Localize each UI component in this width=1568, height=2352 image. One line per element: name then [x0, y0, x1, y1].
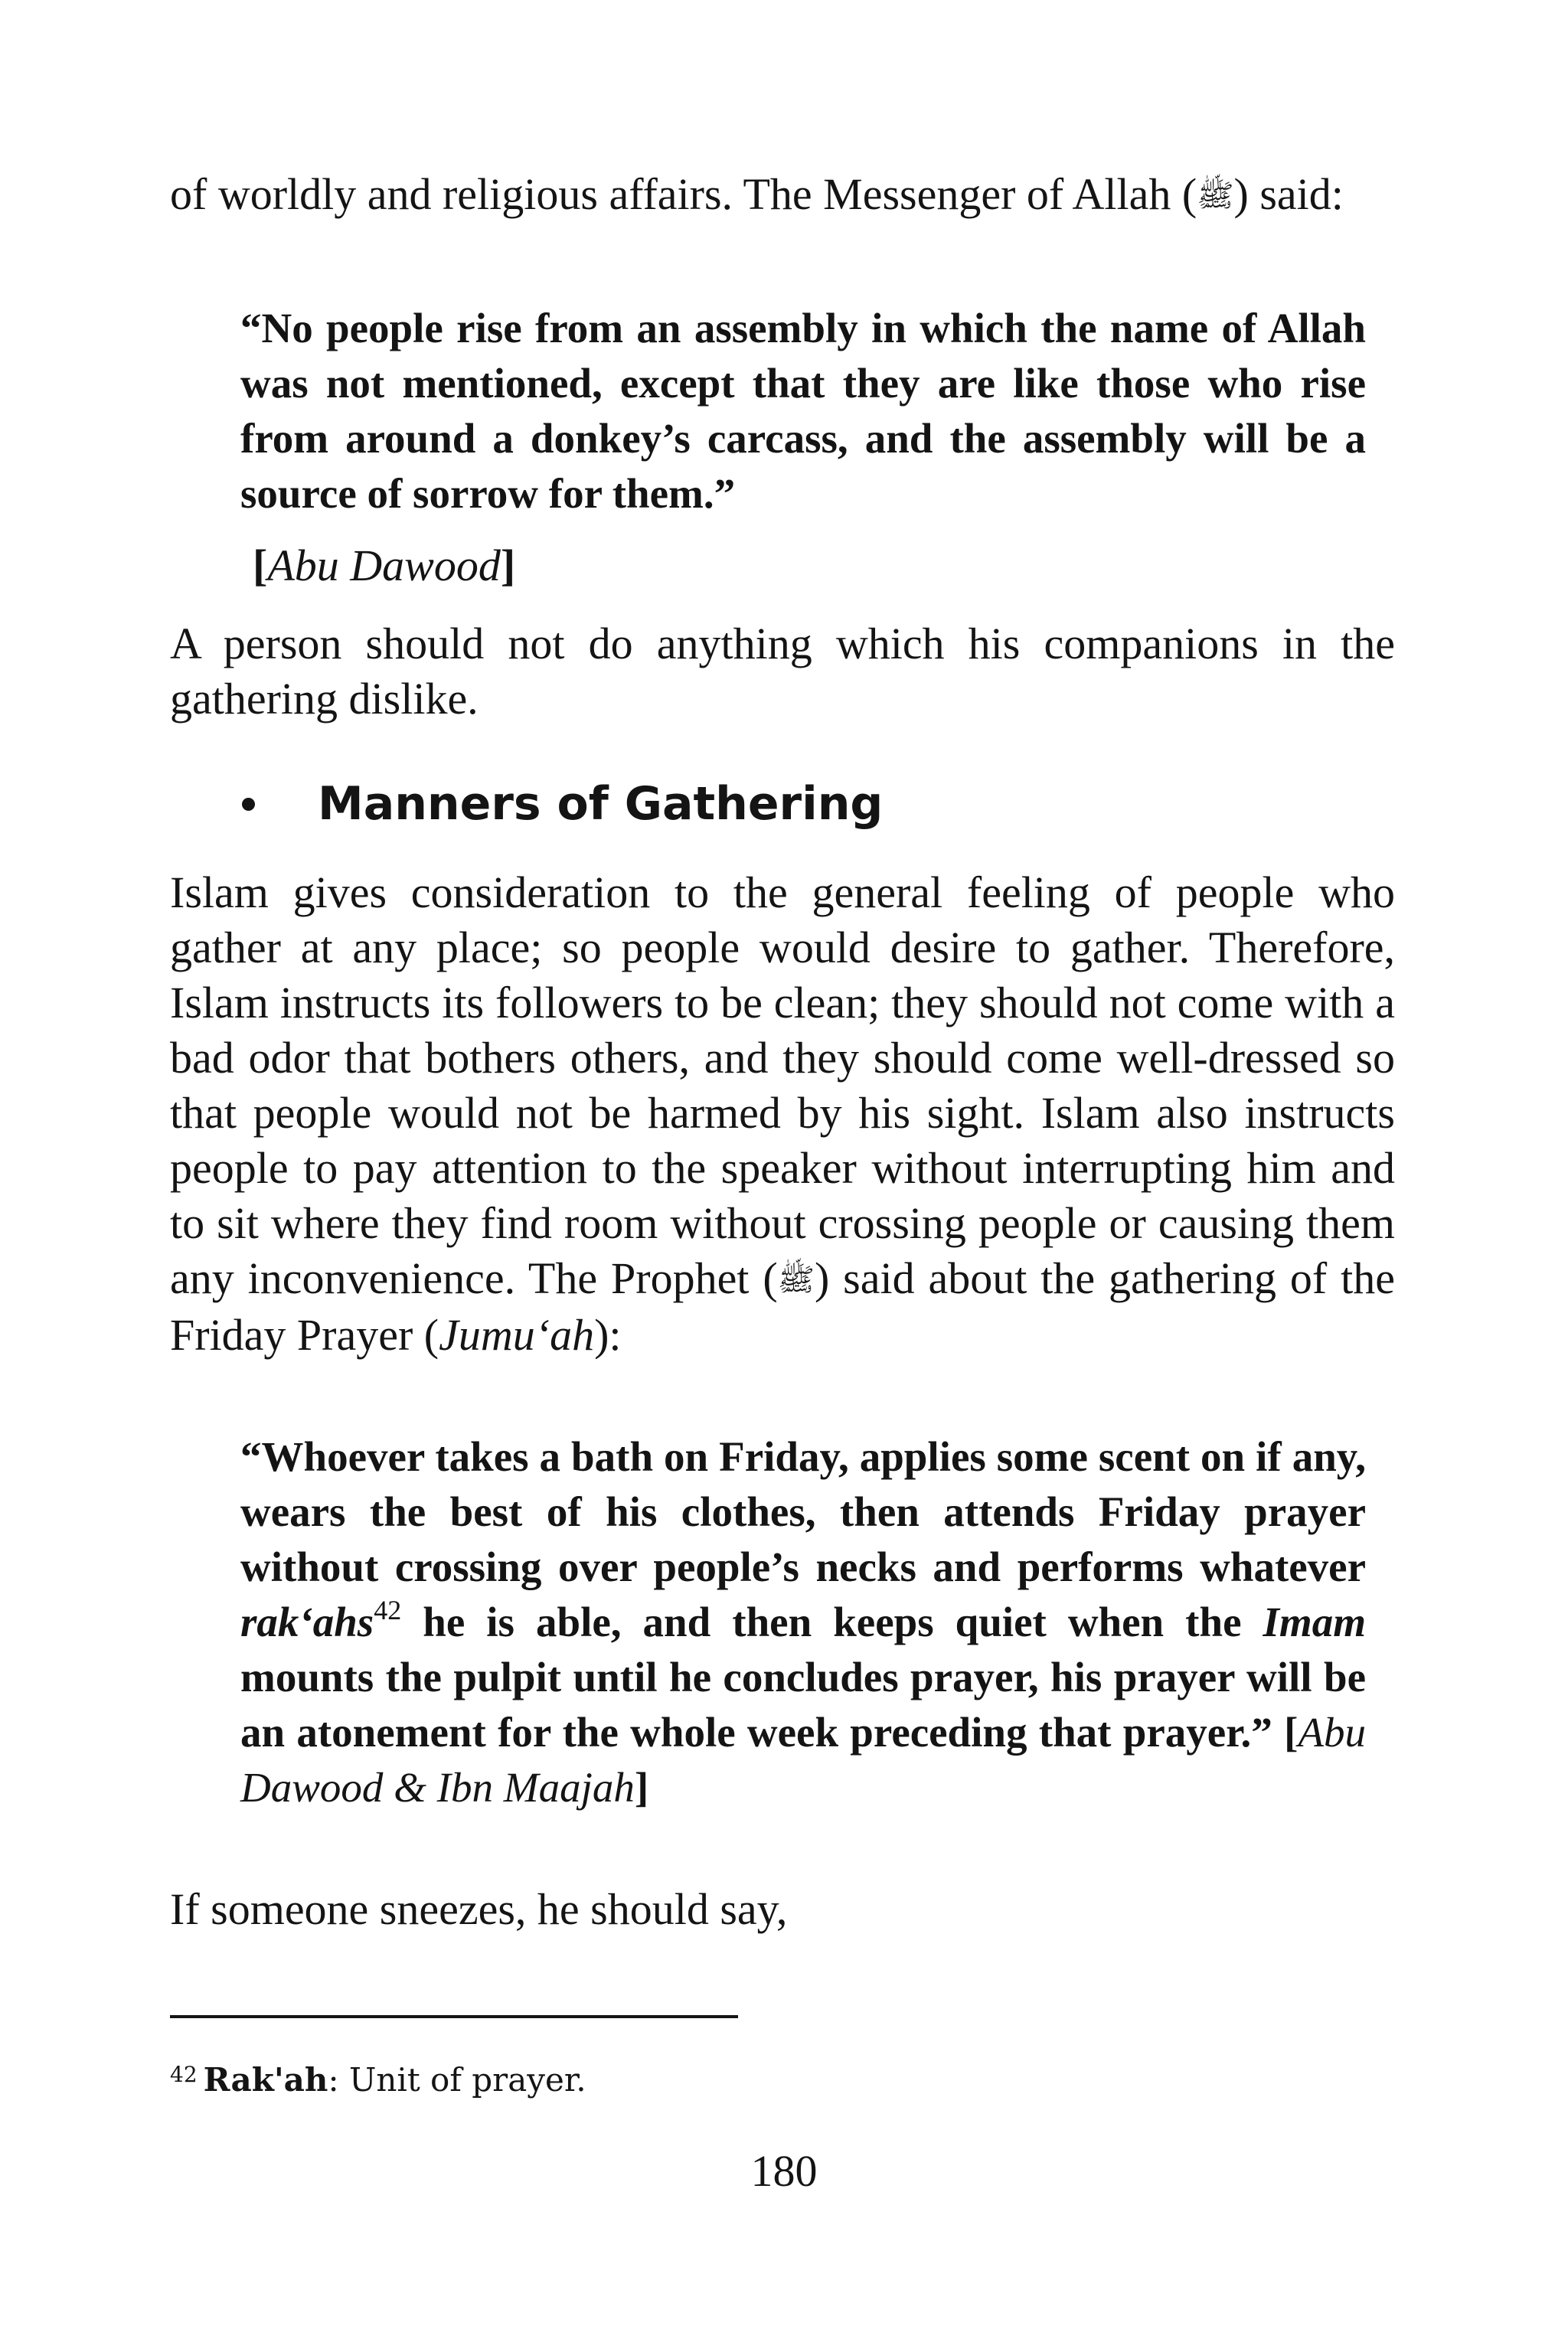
term-rakahs: rak‘ahs	[240, 1599, 374, 1645]
term-imam: Imam	[1263, 1599, 1366, 1645]
paragraph-text: If someone sneezes, he should say,	[170, 1884, 788, 1934]
quote-text-cont: he is able, and then keeps quiet when the	[401, 1599, 1263, 1645]
footnote-term: Rak'ah	[203, 2061, 328, 2099]
quote-text: “No people rise from an assembly in which the name of Allah was not mentioned, except that they are like those who rise from around a donkey’s carcass, and the assembly will be a source of sorrow for them.”	[240, 305, 1366, 517]
quote-text: “Whoever takes a bath on Friday, applies some scent on if any, wears the best of his clothes, then attends Friday prayer without crossing over people’s necks and performs whatever	[240, 1433, 1366, 1590]
hadith-quote-assembly	[240, 301, 1366, 521]
page-number: 180	[750, 2146, 818, 2196]
paragraph-text-end: ):	[594, 1310, 622, 1360]
footnote	[170, 2052, 586, 2103]
citation-close-bracket: ]	[634, 1764, 649, 1811]
citation-abu-dawood	[253, 538, 515, 593]
term-jumuah: Jumu‘ah	[439, 1310, 595, 1360]
footnote-reference: 42	[374, 1595, 402, 1625]
footnote-number: 42	[170, 2062, 198, 2087]
citation-close-bracket: ]	[500, 541, 516, 590]
paragraph-manners	[170, 865, 1395, 1363]
paragraph-text: of worldly and religious affairs. The Messenger of Allah (	[170, 169, 1197, 219]
paragraph-companions	[170, 616, 1395, 727]
section-heading	[239, 773, 883, 835]
paragraph-sneezes	[170, 1882, 1395, 1937]
footnote-text: : Unit of prayer.	[328, 2061, 586, 2099]
footnote-separator	[170, 2015, 738, 2018]
paragraph-worldly-affairs	[170, 167, 1395, 224]
citation-open-bracket: [	[1284, 1709, 1298, 1756]
quote-text-end: mounts the pulpit until he concludes prayer, his prayer will be an atonement for the whole week preceding that prayer.”	[240, 1654, 1366, 1756]
paragraph-text-cont: ) said about the gathering of the Friday Prayer (	[170, 1253, 1395, 1360]
paragraph-text-tail: ) said:	[1233, 169, 1344, 219]
paragraph-text: Islam gives consideration to the general feeling of people who gather at any place; so people would desire to gather. Therefore, Islam instructs its followers to be clean; they should not come with a bad odor that bothers others, and they should come well-dressed so that people would not be harmed by his sight. Islam also instructs people to pay attention to the speaker without interrupting him and to sit where they find room without crossing people or causing them any inconvenience. The Prophet (	[170, 867, 1395, 1303]
paragraph-text: A person should not do anything which his companions in the gathering dislike.	[170, 619, 1395, 724]
citation-source: Abu Dawood	[267, 541, 501, 590]
honorific-symbol: ﷺ	[777, 1263, 815, 1298]
bullet-icon	[242, 798, 255, 811]
honorific-symbol: ﷺ	[1197, 178, 1234, 214]
section-heading-text: Manners of Gathering	[318, 777, 884, 831]
citation-open-bracket: [	[253, 541, 268, 590]
citation-source: Abu Dawood & Ibn Maajah	[240, 1709, 1366, 1811]
hadith-quote-friday	[240, 1429, 1366, 1815]
